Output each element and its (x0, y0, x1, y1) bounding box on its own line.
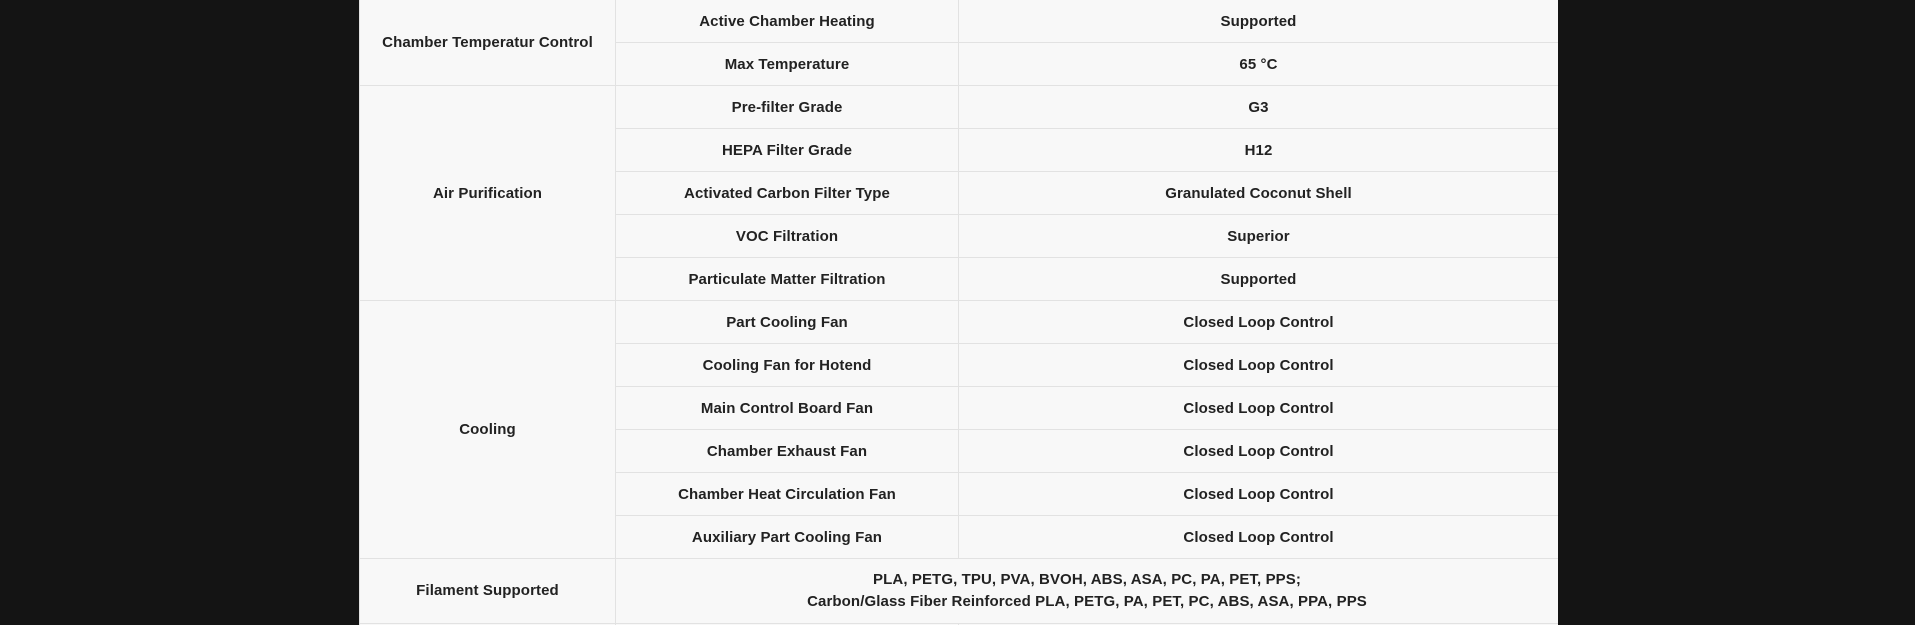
feature-label: Auxiliary Part Cooling Fan (616, 516, 959, 559)
feature-value: Closed Loop Control (959, 301, 1559, 344)
feature-label: Main Control Board Fan (616, 387, 959, 430)
feature-label: HEPA Filter Grade (616, 129, 959, 172)
feature-label: Max Temperature (616, 43, 959, 86)
feature-value: Supported (959, 258, 1559, 301)
category-cooling: Cooling (360, 301, 616, 559)
filament-list-line-1: PLA, PETG, TPU, PVA, BVOH, ABS, ASA, PC, PA, PET, PPS; (873, 571, 1301, 588)
table-row (360, 0, 1559, 43)
feature-label: Chamber Heat Circulation Fan (616, 473, 959, 516)
table-row (360, 559, 1559, 624)
feature-value: 65 °C (959, 43, 1559, 86)
filament-list-line-2: Carbon/Glass Fiber Reinforced PLA, PETG, PA, PET, PC, ABS, ASA, PPA, PPS (807, 593, 1367, 610)
feature-value: Superior (959, 215, 1559, 258)
spec-table (359, 0, 1558, 625)
feature-label: Part Cooling Fan (616, 301, 959, 344)
category-filament-supported: Filament Supported (360, 559, 616, 624)
feature-value: Closed Loop Control (959, 387, 1559, 430)
feature-value: Closed Loop Control (959, 473, 1559, 516)
feature-value: Supported (959, 0, 1559, 43)
feature-label: Particulate Matter Filtration (616, 258, 959, 301)
filament-list (616, 559, 1559, 624)
category-air-purification: Air Purification (360, 86, 616, 301)
feature-value: Closed Loop Control (959, 516, 1559, 559)
feature-value: Granulated Coconut Shell (959, 172, 1559, 215)
feature-label: Cooling Fan for Hotend (616, 344, 959, 387)
feature-value: G3 (959, 86, 1559, 129)
category-chamber-temperature: Chamber Temperatur Control (360, 0, 616, 86)
feature-value: H12 (959, 129, 1559, 172)
feature-value: Closed Loop Control (959, 430, 1559, 473)
feature-value: Closed Loop Control (959, 344, 1559, 387)
feature-label: Pre-filter Grade (616, 86, 959, 129)
feature-label: Activated Carbon Filter Type (616, 172, 959, 215)
spec-table-panel (359, 0, 1558, 625)
feature-label: VOC Filtration (616, 215, 959, 258)
table-row (360, 86, 1559, 129)
feature-label: Chamber Exhaust Fan (616, 430, 959, 473)
table-row (360, 301, 1559, 344)
feature-label: Active Chamber Heating (616, 0, 959, 43)
